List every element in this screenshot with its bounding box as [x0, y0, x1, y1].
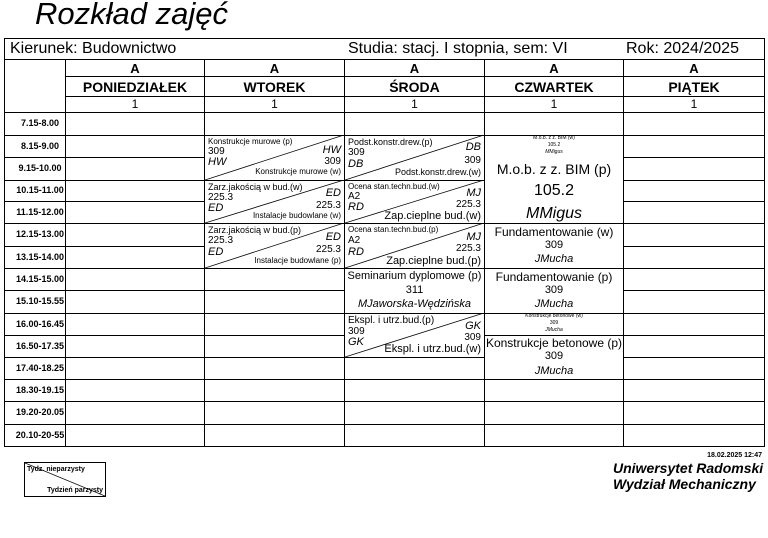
col-num-fri: 1	[690, 97, 698, 111]
class-name: Instalacje budowlane (p)	[254, 256, 341, 265]
class-room: 309	[549, 320, 559, 326]
class-name: Ocena stan.techn.bud.(p)	[348, 225, 439, 234]
class-room: 309	[544, 350, 564, 362]
class-room: 309	[208, 146, 225, 157]
class-name: Zarz.jakością w bud.(w)	[208, 182, 303, 192]
class-name: M.o.b. z z. BIM (w)	[533, 135, 575, 141]
col-num-tue: 1	[271, 97, 278, 111]
class-room: 309	[544, 284, 564, 296]
time-slot-label: 18.30-19.15	[15, 384, 65, 395]
class-cell-wed-5[interactable]	[345, 313, 484, 357]
class-name: Zap.cieplne bud.(p)	[386, 255, 481, 267]
day-thursday: CZWARTEK	[514, 79, 594, 95]
page-title: Rozkład zajęć	[35, 0, 228, 31]
class-name: Konstrukcje betonowe (w)	[525, 313, 583, 319]
col-group-tue: A	[269, 61, 280, 76]
class-cell-wed-3[interactable]	[345, 223, 484, 268]
class-room: 225.3	[455, 243, 481, 254]
class-cell-thu-small2[interactable]	[485, 313, 623, 335]
class-teacher: JMucha	[534, 365, 574, 377]
time-slot-label: 7.15-8.00	[20, 118, 60, 128]
class-teacher: ED	[208, 202, 224, 214]
class-name: Instalacje budowlane (w)	[252, 211, 341, 220]
timestamp: 18.02.2025 12:47	[707, 452, 762, 459]
time-slot-label: 13.15-14.00	[15, 251, 65, 262]
day-wednesday: ŚRODA	[389, 79, 440, 95]
class-room: 309	[464, 332, 481, 343]
rok-label: Rok: 2024/2025	[626, 40, 739, 57]
class-teacher: GK	[348, 336, 364, 348]
class-teacher: HW	[208, 156, 227, 168]
legend-odd-week: Tydz. nieparzysty	[27, 466, 85, 473]
class-teacher: ED	[325, 187, 341, 199]
class-teacher: HW	[322, 144, 341, 156]
class-teacher: JMucha	[545, 327, 563, 333]
col-num-thu: 1	[550, 97, 558, 111]
class-name: Fundamentowanie (p)	[495, 270, 613, 284]
class-room: 309	[348, 326, 365, 337]
studia-label: Studia: stacj. I stopnia, sem: VI	[348, 40, 568, 57]
class-name: Seminarium dyplomowe (p)	[347, 270, 482, 282]
class-room: 309	[324, 156, 341, 167]
class-teacher: MJ	[466, 231, 481, 243]
class-teacher: RD	[348, 201, 364, 213]
class-room: 309	[348, 147, 365, 158]
class-cell-wed-2[interactable]	[345, 180, 484, 223]
time-slot-label: 10.15-11.00	[16, 185, 64, 195]
time-slot-label: 16.50-17.35	[15, 340, 65, 351]
time-slot-label: 12.15-13.00	[15, 229, 65, 239]
time-slot-label: 8.15-9.00	[20, 140, 60, 151]
faculty-name: Wydział Mechaniczny	[613, 476, 756, 492]
class-room: A2	[348, 191, 361, 202]
class-room: 309	[464, 155, 481, 166]
time-slot-label: 15.10-15.55	[15, 296, 65, 306]
class-teacher: MJ	[466, 187, 481, 199]
class-cell-thu-4[interactable]	[485, 335, 623, 379]
class-cell-thu-small[interactable]	[485, 135, 623, 157]
class-name: Ekspl. i utrz.bud.(w)	[384, 343, 481, 355]
class-teacher: JMucha	[534, 253, 574, 265]
class-name: Ekspl. i utrz.bud.(p)	[348, 315, 435, 326]
class-room: A2	[348, 235, 361, 246]
class-cell-tue-2[interactable]	[205, 180, 344, 223]
class-room: 225.3	[208, 192, 234, 203]
class-teacher: DB	[465, 141, 481, 153]
class-room: 309	[544, 239, 564, 251]
kierunek-label: Kierunek: Budownictwo	[10, 40, 177, 57]
time-slot-label: 9.15-10.00	[18, 163, 62, 173]
time-slot-label: 20.10-20-55	[15, 429, 65, 440]
time-slot-label: 11.15-12.00	[16, 206, 64, 217]
class-teacher: ED	[208, 246, 224, 258]
class-name: Zarz.jakością w bud.(p)	[208, 225, 302, 235]
class-cell-thu-2[interactable]	[485, 223, 623, 268]
class-name: Ocena stan.techn.bud.(w)	[348, 182, 440, 191]
class-teacher: DB	[348, 158, 364, 170]
class-name: Podst.konstr.drew.(w)	[394, 167, 481, 177]
day-monday: PONIEDZIAŁEK	[82, 79, 188, 95]
class-teacher: GK	[465, 320, 481, 332]
class-cell-wed-4[interactable]	[345, 268, 484, 313]
class-room: 311	[405, 284, 424, 296]
class-name: M.o.b. z z. BIM (p)	[496, 161, 612, 177]
col-num-mon: 1	[131, 97, 139, 111]
class-room: 105.2	[547, 142, 561, 148]
class-teacher: MMigus	[525, 205, 582, 222]
class-teacher: ED	[325, 231, 341, 243]
day-friday: PIĄTEK	[668, 79, 720, 95]
class-name: Podst.konstr.drew.(p)	[348, 137, 433, 147]
time-slot-label: 17.40-18.25	[15, 362, 65, 373]
col-group-thu: A	[549, 61, 559, 76]
class-cell-tue-1[interactable]	[205, 135, 344, 180]
class-name: Konstrukcje murowe (w)	[255, 167, 341, 176]
class-teacher: MMigus	[545, 149, 563, 155]
class-name: Zap.cieplne bud.(w)	[384, 210, 481, 222]
class-name: Konstrukcje murowe (p)	[208, 137, 293, 146]
legend-even-week: Tydzień parzysty	[47, 487, 103, 494]
class-cell-wed-1[interactable]	[345, 135, 484, 180]
time-slot-label: 14.15-15.00	[15, 273, 65, 284]
col-num-wed: 1	[411, 97, 418, 111]
class-room: 225.3	[208, 235, 234, 246]
class-cell-tue-3[interactable]	[205, 223, 344, 268]
class-cell-thu-3[interactable]	[485, 268, 623, 313]
class-room: 105.2	[533, 182, 575, 199]
class-room: 225.3	[315, 200, 341, 211]
class-name: Konstrukcje betonowe (p)	[485, 336, 623, 350]
col-group-fri: A	[689, 61, 699, 76]
time-slot-label: 19.20-20.05	[15, 407, 65, 417]
university-name: Uniwersytet Radomski	[613, 460, 764, 476]
class-room: 225.3	[455, 199, 481, 210]
class-cell-thu-1[interactable]	[485, 157, 623, 223]
class-teacher: RD	[348, 246, 364, 258]
time-slot-label: 16.00-16.45	[15, 318, 65, 329]
class-room: 225.3	[315, 244, 341, 255]
class-teacher: JMucha	[534, 298, 574, 310]
col-group-mon: A	[130, 61, 140, 76]
col-group-wed: A	[409, 61, 420, 76]
day-tuesday: WTOREK	[243, 79, 306, 95]
week-legend	[24, 462, 106, 497]
class-teacher: MJaworska-Wędzińska	[357, 298, 472, 310]
class-name: Fundamentowanie (w)	[494, 225, 614, 239]
